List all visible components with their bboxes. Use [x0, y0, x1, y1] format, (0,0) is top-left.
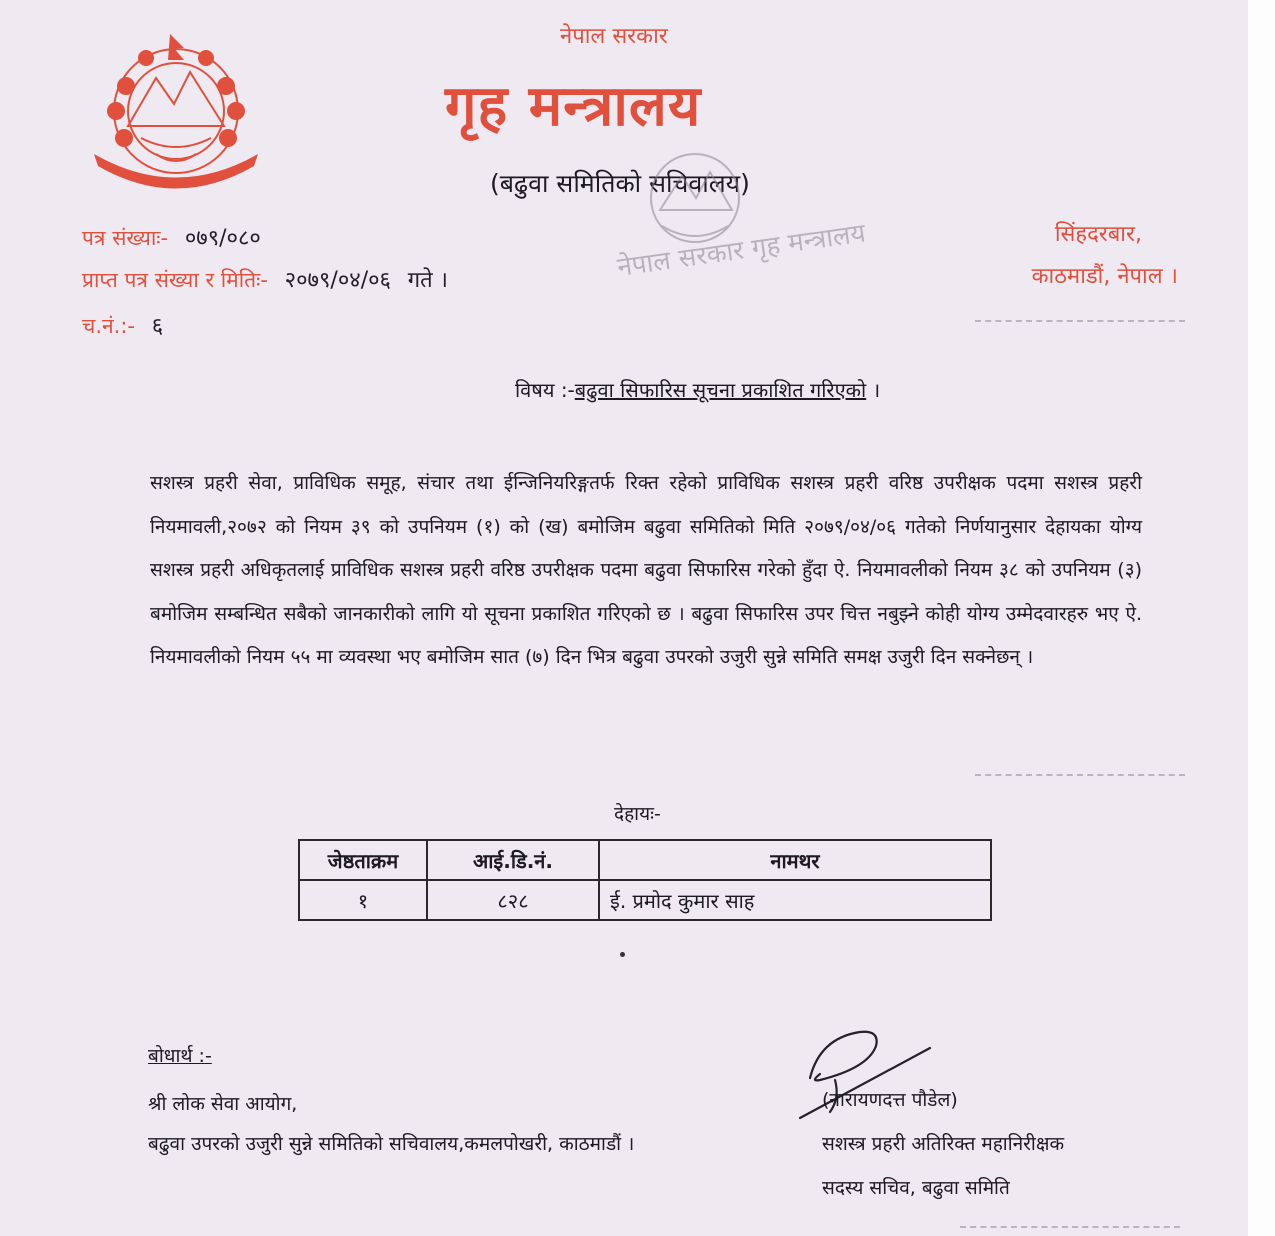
signatory-title: सशस्त्र प्रहरी अतिरिक्त महानिरीक्षक	[822, 1133, 1065, 1155]
column-header-id: आई.डि.नं.	[427, 840, 599, 880]
cc-line-2: बढुवा उपरको उजुरी सुन्ने समितिको सचिवालय,कमलपोखरी, काठमाडौं ।	[148, 1133, 635, 1155]
decorative-divider	[975, 774, 1185, 776]
cell-seniority: १	[299, 880, 427, 920]
letter-number	[82, 222, 261, 252]
decorative-divider	[960, 1226, 1180, 1228]
cc-title: बोधार्थ :-	[148, 1045, 212, 1067]
column-header-seniority: जेष्ठताक्रम	[299, 840, 427, 880]
column-header-name: नामथर	[599, 840, 991, 880]
dispatch-number	[82, 310, 163, 340]
cell-id: ८२८	[427, 880, 599, 920]
dispatch-number-value: ६	[151, 314, 164, 339]
address-line-2: काठमाडौं, नेपाल ।	[1031, 264, 1178, 289]
received-letter-value: २०७९/०४/०६	[284, 268, 392, 293]
table-caption: देहायः-	[614, 803, 661, 825]
signatory-role: सदस्य सचिव, बढुवा समिति	[822, 1177, 1010, 1199]
signatory-name: (नारायणदत्त पौडेल)	[822, 1089, 958, 1111]
nepal-government-emblem-icon	[86, 26, 266, 196]
decorative-dot	[620, 952, 625, 957]
notice-body: सशस्त्र प्रहरी सेवा, प्राविधिक समूह, संचार तथा ईन्जिनियरिङ्गतर्फ रिक्त रहेको प्राविधिक सशस्त्र प्रहरी वरिष्ठ उपरीक्षक पदमा सशस्त्र प्रहरी नियमावली,२०७२ को नियम ३९ को उपनियम (१) को (ख) बमोजिम बढुवा समितिको मिति २०७९/०४/०६ गतेको निर्णयानुसार देहायका योग्य सशस्त्र प्रहरी अधिकृतलाई प्राविधिक सशस्त्र प्रहरी वरिष्ठ उपरीक्षक पदमा बढुवा सिफारिस गरेको हुँदा ऐ. नियमावलीको नियम ३८ को उपनियम (३) बमोजिम सम्बन्धित सबैको जानकारीको लागि यो सूचना प्रकाशित गरिएको छ । बढुवा सिफारिस उपर चित्त नबुझ्ने कोही योग्य उम्मेदवारहरु भए ऐ. नियमावलीको नियम ५५ मा व्यवस्था भए बमोजिम सात (७) दिन भित्र बढुवा उपरको उजुरी सुन्ने समिति समक्ष उजुरी दिन सक्नेछन् ।	[150, 472, 1142, 668]
letter-number-label: पत्र संख्याः-	[82, 226, 169, 250]
cc-line-1: श्री लोक सेवा आयोग,	[148, 1093, 298, 1115]
received-letter-suffix: गते ।	[407, 268, 448, 293]
ministry-title: गृह मन्त्रालय	[445, 74, 702, 139]
address-line-1: सिंहदरबार,	[1054, 222, 1142, 247]
dispatch-number-label: च.नं.:-	[82, 314, 135, 338]
subject-label: विषय :-	[515, 378, 575, 402]
subject-end: ।	[872, 378, 881, 402]
cell-name: ई. प्रमोद कुमार साह	[599, 880, 991, 920]
secretariat-subtitle: (बढुवा समितिको सचिवालय)	[490, 169, 750, 198]
decorative-divider	[975, 320, 1185, 322]
ministry-seal-stamp-icon	[600, 136, 868, 306]
received-letter-number	[82, 264, 448, 294]
letter-number-value: ०७९/०८०	[184, 226, 261, 251]
subject-text: बढुवा सिफारिस सूचना प्रकाशित गरिएको	[574, 378, 867, 402]
promotion-table	[298, 839, 992, 921]
received-letter-label: प्राप्त पत्र संख्या र मितिः-	[82, 268, 268, 292]
stamp-text: नेपाल सरकार गृह मन्त्रालय	[615, 218, 868, 283]
table-row	[299, 880, 991, 920]
subject-line	[515, 376, 880, 403]
government-name: नेपाल सरकार	[560, 24, 668, 49]
table-header-row	[299, 840, 991, 880]
scan-edge	[1248, 0, 1275, 1236]
